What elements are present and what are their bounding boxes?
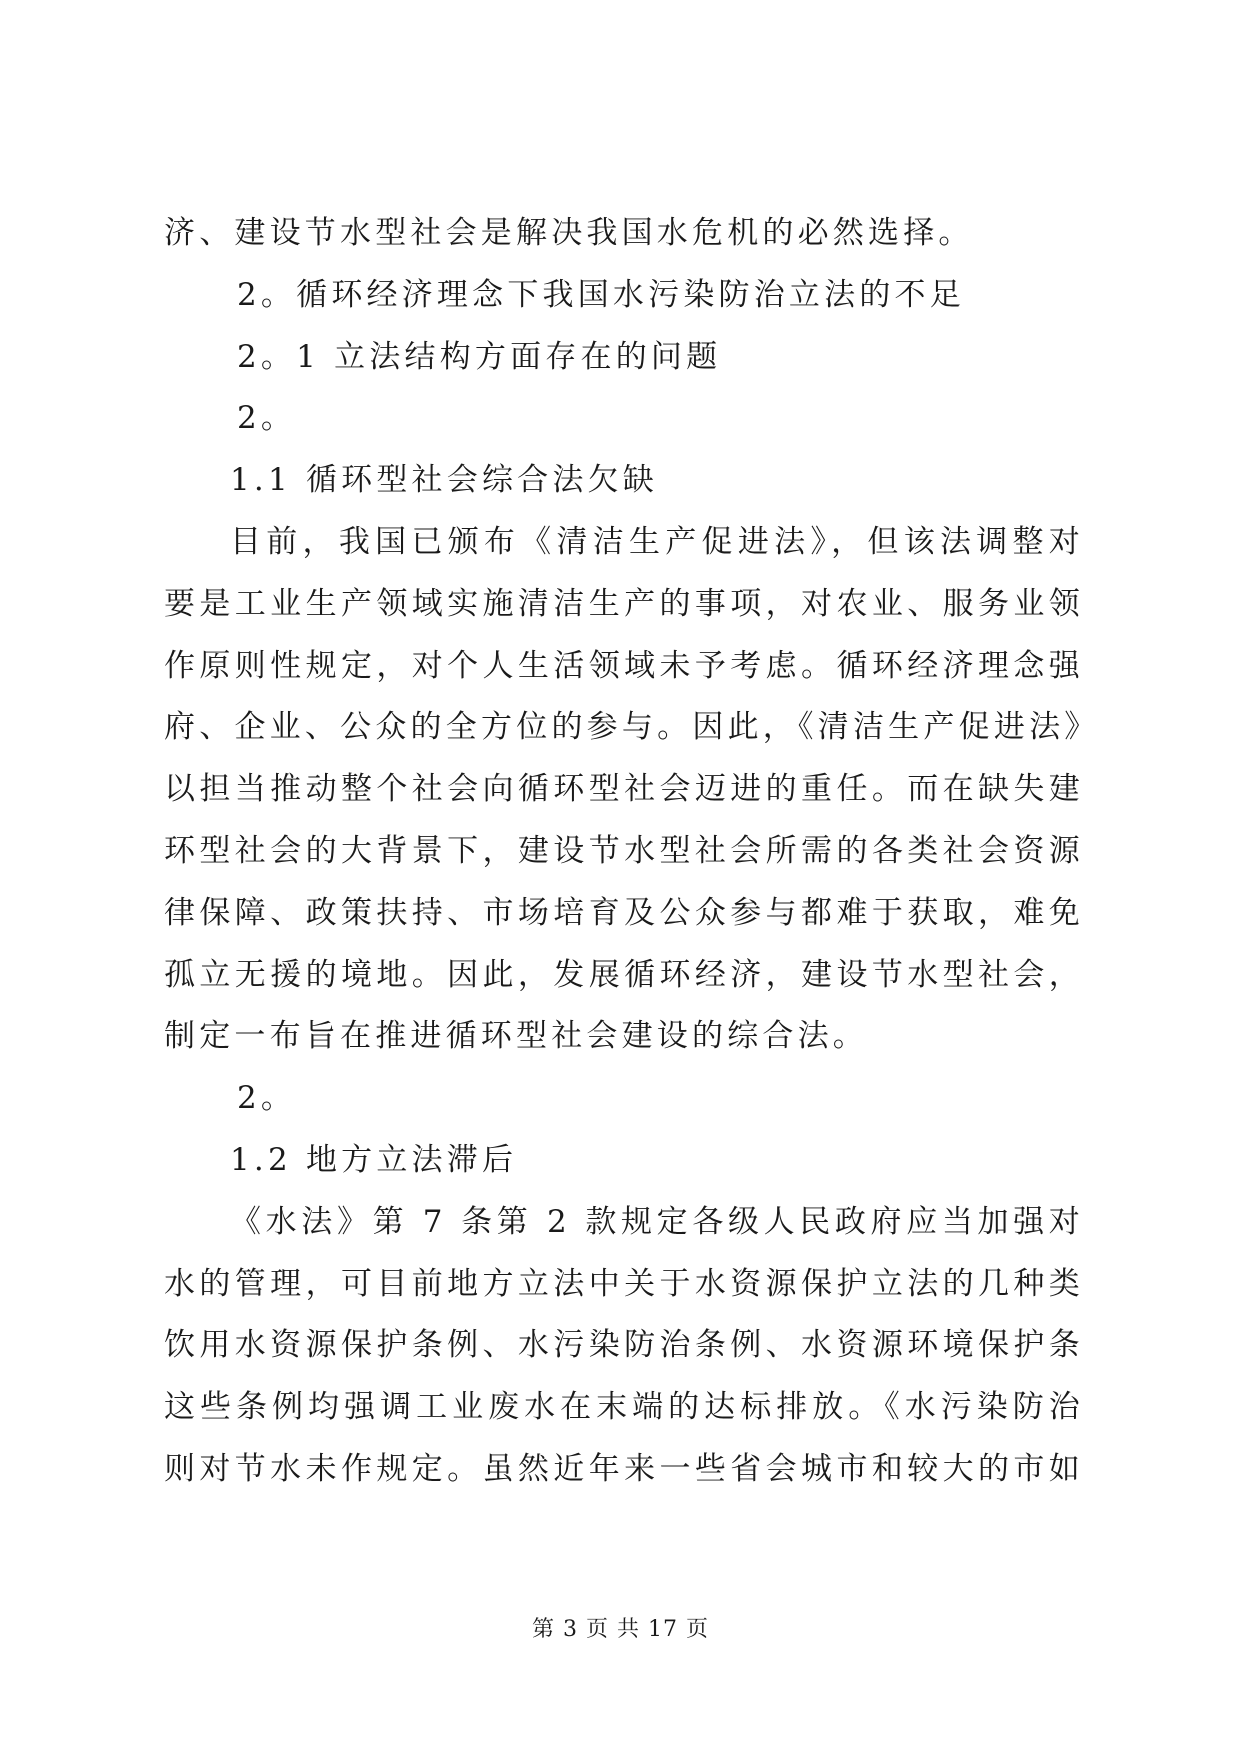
subsection-heading: 2。1 立法结构方面存在的问题 [237,338,722,375]
text-line: 制定一布旨在推进循环型社会建设的综合法。 [164,1018,868,1055]
text-line: 目前，我国已颁布《清洁生产促进法》，但该法调整对 [230,523,1084,560]
page-footer: 第 3 页 共 17 页 [532,1617,709,1642]
text-line: 府、企业、公众的全方位的参与。因此，《清洁生产促进法》 [164,709,1084,746]
text-line: 律保障、政策扶持、市场培育及公众参与都难于获取，难免 [164,894,1084,931]
subsection-heading: 1.1 循环型社会综合法欠缺 [230,462,658,499]
subsection-number: 2。 [237,400,297,437]
text-line: 以担当推动整个社会向循环型社会迈进的重任。而在缺失建 [164,771,1084,808]
text-line: 《水法》第 7 条第 2 款规定各级人民政府应当加强对 [230,1203,1084,1240]
text-line: 水的管理，可目前地方立法中关于水资源保护立法的几种类 [164,1265,1084,1302]
subsection-heading: 1.2 地方立法滞后 [230,1141,518,1178]
text-line: 要是工业生产领域实施清洁生产的事项，对农业、服务业领 [164,585,1084,622]
text-line: 济、建设节水型社会是解决我国水危机的必然选择。 [164,215,974,251]
text-line: 孤立无援的境地。因此，发展循环经济，建设节水型社会， [164,956,1084,993]
text-line: 饮用水资源保护条例、水污染防治条例、水资源环境保护条 [164,1327,1084,1364]
subsection-number: 2。 [237,1080,297,1117]
section-heading: 2。循环经济理念下我国水污染防治立法的不足 [237,276,965,313]
text-line: 环型社会的大背景下，建设节水型社会所需的各类社会资源 [164,832,1084,869]
text-line: 作原则性规定，对个人生活领域未予考虑。循环经济理念强 [164,647,1084,684]
text-line: 这些条例均强调工业废水在末端的达标排放。《水污染防治 [164,1389,1084,1426]
document-body [164,203,1084,1501]
text-line: 则对节水未作规定。虽然近年来一些省会城市和较大的市如 [164,1450,1084,1487]
